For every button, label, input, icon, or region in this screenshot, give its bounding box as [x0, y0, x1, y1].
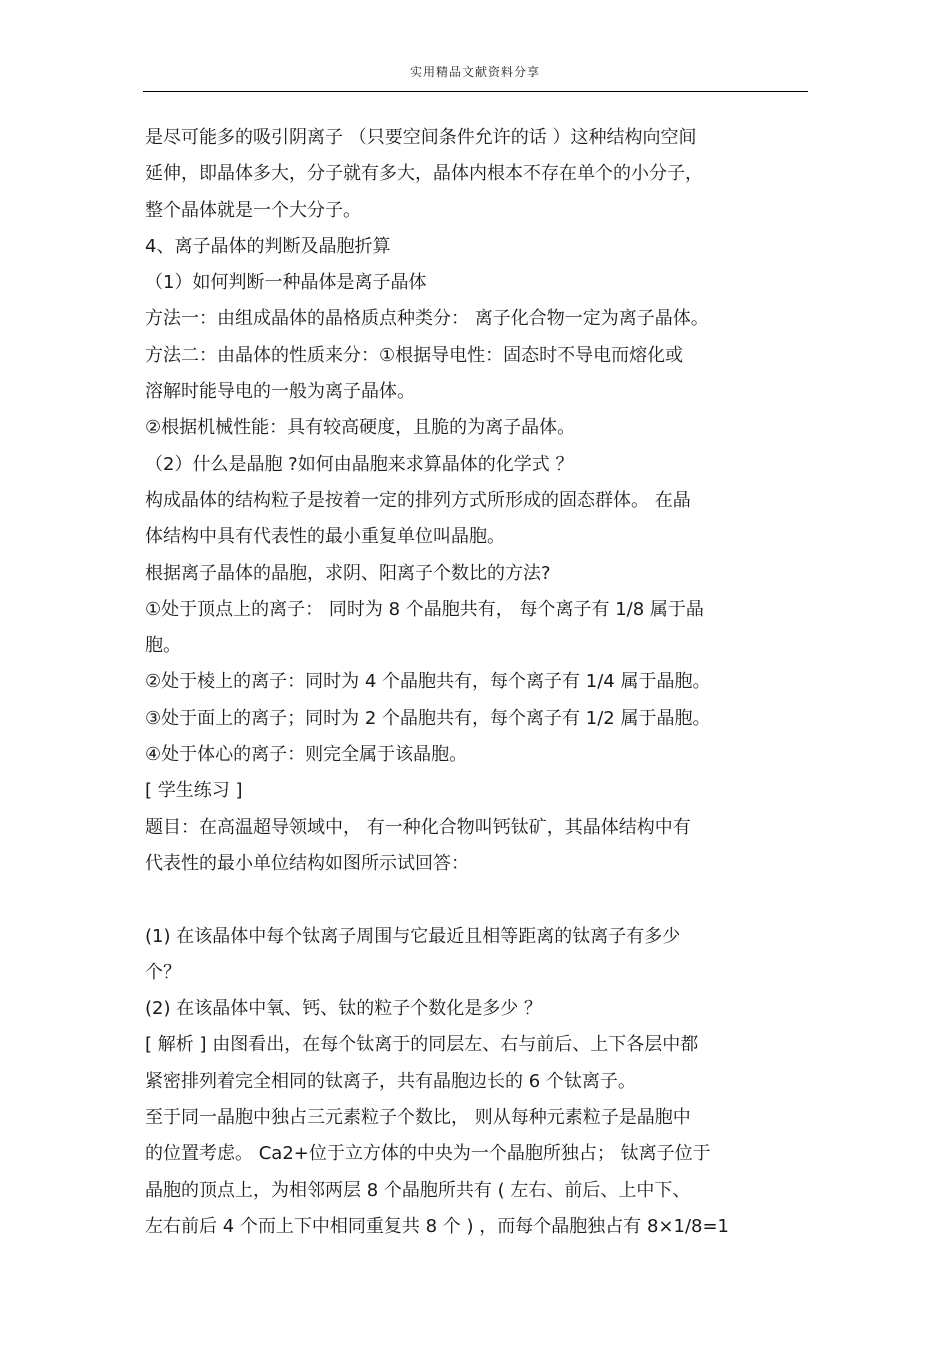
text-line: 溶解时能导电的一般为离子晶体。: [145, 381, 415, 403]
text-line: 是尽可能多的吸引阴离子 （只要空间条件允许的话 ）这种结构向空间: [145, 127, 697, 148]
text-line: 根据离子晶体的晶胞，求阴、阳离子个数比的方法?: [145, 562, 551, 584]
exercise-label: [ 学生练习 ]: [145, 780, 243, 802]
text-line: 的位置考虑。 Ca2+位于立方体的中央为一个晶胞所独占； 钛离子位于: [145, 1143, 711, 1165]
question-line: 个？: [145, 961, 181, 983]
text-line: 整个晶体就是一个大分子。: [145, 199, 361, 221]
text-line: 晶胞的顶点上，为相邻两层 8 个晶胞所共有 ( 左右、前后、上中下、: [145, 1179, 691, 1201]
document-body: [145, 120, 810, 1245]
analysis-line: [ 解析 ] 由图看出，在每个钛离于的同层左、右与前后、上下各层中都: [145, 1034, 699, 1056]
page-header: 实用精品文献资料分享: [409, 65, 540, 79]
text-line: 至于同一晶胞中独占三元素粒子个数比， 则从每种元素粒子是晶胞中: [145, 1107, 691, 1129]
text-line: ④处于体心的离子：则完全属于该晶胞。: [145, 744, 468, 766]
text-line: 方法二：由晶体的性质来分：①根据导电性：固态时不导电而熔化或: [145, 344, 684, 366]
text-line: 体结构中具有代表性的最小重复单位叫晶胞。: [145, 526, 505, 548]
text-line: 左右前后 4 个而上下中相同重复共 8 个 ) ，而每个晶胞独占有 8×1/8=1: [145, 1215, 730, 1237]
section-heading: 4、离子晶体的判断及晶胞折算: [145, 235, 391, 257]
header-divider: [143, 91, 808, 92]
text-line: ③处于面上的离子；同时为 2 个晶胞共有，每个离子有 1/2 属于晶胞。: [145, 707, 711, 729]
text-line: 紧密排列着完全相同的钛离子，共有晶胞边长的 6 个钛离子。: [145, 1070, 636, 1092]
text-line: ①处于顶点上的离子： 同时为 8 个晶胞共有， 每个离子有 1/8 属于晶: [145, 598, 704, 620]
subsection-heading: （2）什么是晶胞 ?如何由晶胞来求算晶体的化学式 ？: [145, 453, 574, 475]
text-line: 胞。: [145, 635, 181, 657]
question-line: (2) 在该晶体中氧、钙、钛的粒子个数化是多少 ？: [145, 998, 542, 1020]
text-line: ②处于棱上的离子：同时为 4 个晶胞共有，每个离子有 1/4 属于晶胞。: [145, 671, 711, 693]
blank-line: [145, 882, 810, 918]
text-line: 代表性的最小单位结构如图所示试回答：: [145, 852, 469, 874]
text-line: 方法一：由组成晶体的晶格质点种类分： 离子化合物一定为离子晶体。: [145, 308, 709, 330]
subsection-heading: （1）如何判断一种晶体是离子晶体: [145, 272, 427, 294]
text-line: 延伸，即晶体多大，分子就有多大，晶体内根本不存在单个的小分子，: [145, 163, 703, 185]
text-line: ②根据机械性能：具有较高硬度，且脆的为离子晶体。: [145, 417, 576, 439]
text-line: 题目：在高温超导领域中， 有一种化合物叫钙钛矿，其晶体结构中有: [145, 816, 691, 838]
text-line: 构成晶体的结构粒子是按着一定的排列方式所形成的固态群体。 在晶: [145, 489, 691, 511]
question-line: (1) 在该晶体中每个钛离子周围与它最近且相等距离的钛离子有多少: [145, 925, 681, 947]
